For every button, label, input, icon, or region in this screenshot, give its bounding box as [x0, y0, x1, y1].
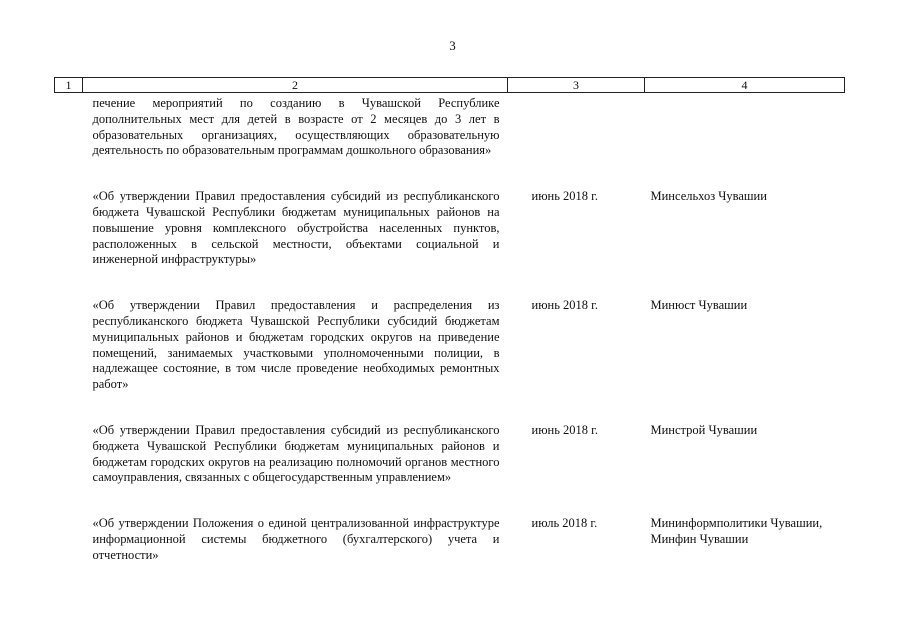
- deadline-cell: июнь 2018 г.: [531, 298, 599, 313]
- table-header: [55, 78, 845, 93]
- responsible-org-cell: Минстрой Чувашии: [650, 422, 758, 437]
- document-title-text: «Об утверждении Правил предоставления и распределения из республиканского бюджета Чувашской Республики субсидий бюджетам муниципальных районов и бюджетам городских округов на приведение помещений, занимаемых участковыми уполномоченными полиции, в надлежащее состояние, в том числе проведение необходимых ремонтных работ»: [92, 298, 500, 392]
- table-row: [55, 189, 845, 298]
- responsible-org-cell: Мининформполитики Чувашии, Минфин Чувашии: [650, 516, 823, 546]
- responsible-org-cell: Минсельхоз Чувашии: [650, 189, 767, 204]
- document-title-cell: [55, 189, 508, 298]
- responsible-org-cell: Минюст Чувашии: [650, 298, 748, 313]
- document-title-cell: [55, 298, 508, 423]
- document-title-text: печение мероприятий по созданию в Чувашской Республике дополнительных мест для детей в возрасте от 2 месяцев до 3 лет в образовательных организациях, осуществляющих образовательную деятельность по образовательным программам дошкольного образования»: [92, 96, 500, 158]
- column-header-1: 1: [55, 78, 83, 93]
- document-title-text: «Об утверждении Положения о единой централизованной инфраструктуре информационной системы бюджетного (бухгалтерского) учета и отчетности»: [92, 516, 500, 562]
- deadline-cell: июнь 2018 г.: [531, 422, 599, 437]
- document-title-cell: [55, 516, 508, 563]
- table-row: [55, 423, 845, 516]
- deadline-cell: [508, 93, 645, 190]
- document-table: [54, 77, 845, 564]
- column-header-4: 4: [645, 78, 845, 93]
- deadline-cell: июнь 2018 г.: [531, 189, 599, 204]
- page-number: 3: [449, 38, 456, 53]
- column-header-2: 2: [83, 78, 508, 93]
- deadline-cell: июль 2018 г.: [531, 516, 598, 531]
- document-title-cell: [55, 93, 508, 190]
- table-row: [55, 93, 845, 190]
- column-header-3: 3: [508, 78, 645, 93]
- document-title-text: «Об утверждении Правил предоставления субсидий из республиканского бюджета Чувашской Республики бюджетам муниципальных районов и бюджетам городских округов на реализацию полномочий органов местного самоуправления, связанных с общегосударственным управлением»: [92, 422, 500, 485]
- table-row: [55, 298, 845, 423]
- table-row: [55, 516, 845, 563]
- document-title-cell: [55, 423, 508, 516]
- document-title-text: «Об утверждении Правил предоставления субсидий из республиканского бюджета Чувашской Республики бюджетам муниципальных районов на повышение уровня комплексного обустройства населенных пунктов, расположенных в сельской местности, объектами социальной и инженерной инфраструктуры»: [92, 189, 500, 267]
- responsible-org-cell: [645, 93, 845, 190]
